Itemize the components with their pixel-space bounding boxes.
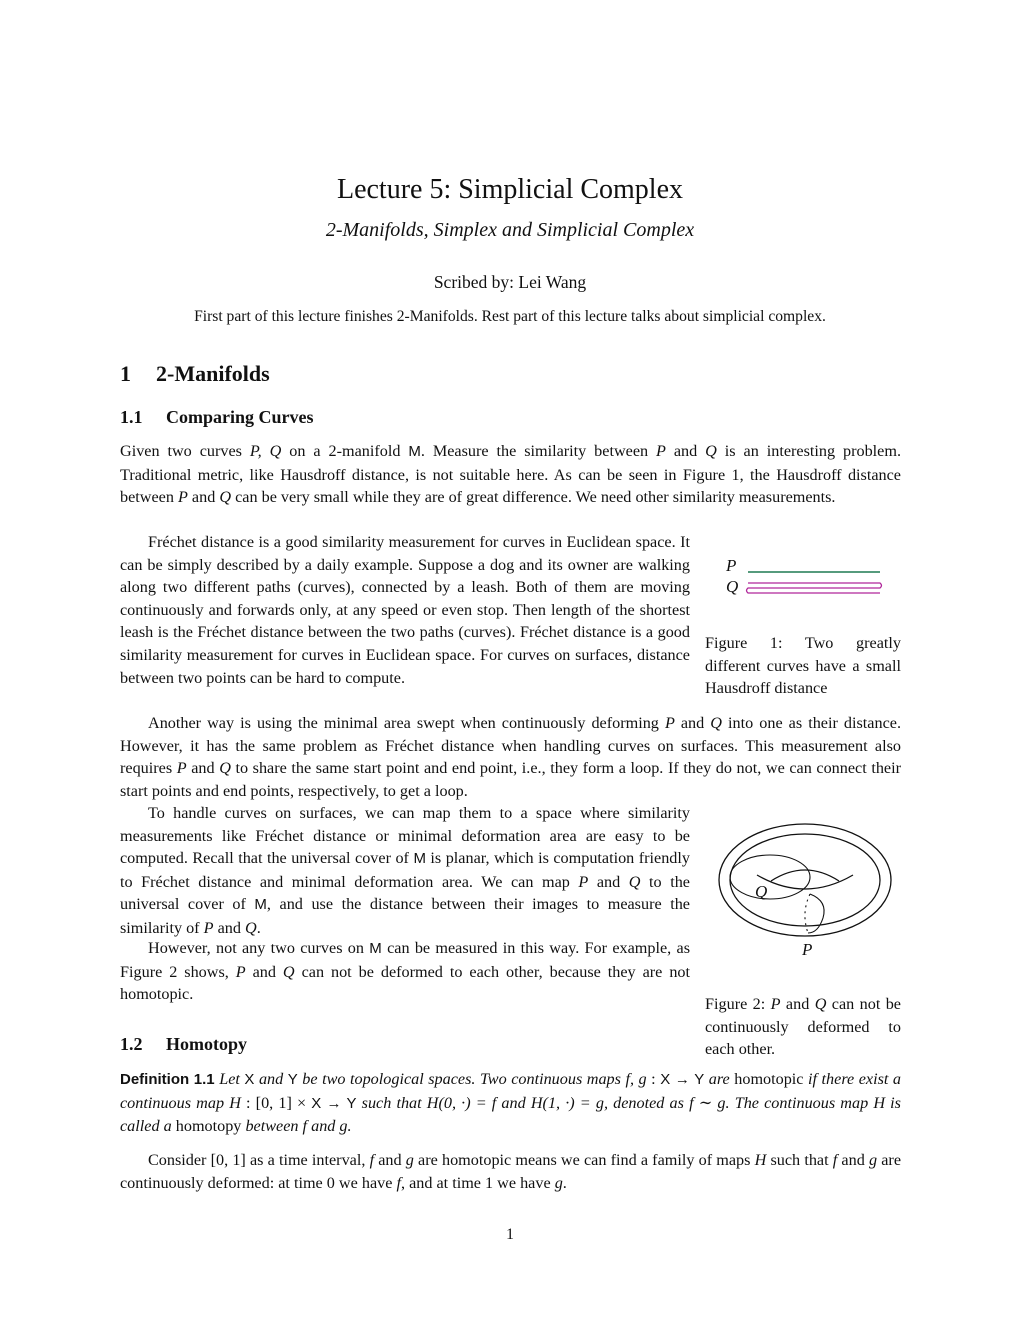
paragraph-minimal-area: Another way is using the minimal area swept when continuously deforming P and Q into one as their distance. However, it has the same problem as Fréchet distance when handling curves on surfaces. This measurement also requires P and Q to share the same start point and end point, i.e., they form a loop. If they do not, we can connect their start points and end points, respectively, to get a loop. bbox=[120, 714, 902, 800]
scribe-line: Scribed by: Lei Wang bbox=[433, 272, 587, 292]
paragraph-universal-cover: To handle curves on surfaces, we can map them to a space where similarity measurements like Fréchet distance or minimal deformation area are easy to be computed. Recall that the universal cover of M is planar, which is computation friendly to Fréchet distance and minimal deformation area. We can map P and Q to the universal cover of M, and use the distance between their images to measure the similarity of P and Q. bbox=[120, 804, 690, 937]
figure-2-label-q: Q bbox=[755, 882, 768, 901]
torus-hole-lower bbox=[757, 875, 853, 889]
page-title: Lecture 5: Simplicial Complex bbox=[336, 174, 684, 205]
page-number: 1 bbox=[506, 1226, 514, 1243]
figure-2-torus bbox=[715, 815, 895, 965]
section-heading bbox=[120, 359, 270, 389]
curve-p-front bbox=[808, 894, 824, 933]
subsection-heading-1-1 bbox=[120, 404, 314, 430]
figure-1-caption: Figure 1: Two greatly different curves have a small Hausdroff distance bbox=[705, 634, 901, 698]
subsection-heading-1-2 bbox=[120, 1031, 247, 1057]
page-subtitle: 2-Manifolds, Simplex and Simplicial Complex bbox=[325, 219, 695, 241]
curve-p-back bbox=[805, 894, 810, 933]
paragraph-frechet: Fréchet distance is a good similarity measurement for curves in Euclidean space. It can be simply described by a daily example. Suppose a dog and its owner are walking along two different paths (curves), connected by a leash. Both of them are moving continuously and forwards only, at any speed or even stop. Then length of the shortest leash is the Fréchet distance between the two paths (curves). Fréchet distance is a good similarity measurement for curves in Euclidean space. For curves on surfaces, distance between two points can be hard to compute. bbox=[120, 533, 690, 687]
section-number: 1 bbox=[120, 361, 131, 386]
subsection-title: Comparing Curves bbox=[166, 407, 314, 427]
section-title: 2-Manifolds bbox=[156, 361, 270, 386]
subsection-number: 1.1 bbox=[120, 407, 143, 427]
definition-1-1: Definition 1.1 Let X and Y be two topological spaces. Two continuous maps f, g : X → Y are homotopic if there exist a continuous map H : [0, 1] × X → Y such that H(0, ·) = f and H(1, ·) = g, denoted as f ∼ g. The continuous map H is called a homotopy between f and g. bbox=[120, 1070, 902, 1136]
subsection-number: 1.2 bbox=[120, 1034, 143, 1054]
curve-q bbox=[747, 583, 882, 593]
figure-2-caption: Figure 2: P and Q can not be continuously deformed to each other. bbox=[705, 995, 901, 1059]
subsection-title: Homotopy bbox=[166, 1034, 247, 1054]
definition-label: Definition 1.1 bbox=[120, 1071, 215, 1088]
paragraph-not-homotopic: However, not any two curves on M can be measured in this way. For example, as Figure 2 shows, P and Q can not be deformed to each other, because they are not homotopic. bbox=[120, 939, 691, 1004]
paragraph-comparing-intro: Given two curves P, Q on a 2-manifold M. Measure the similarity between P and Q is an interesting problem. Traditional metric, like Hausdroff distance, is not suitable here. As can be seen in Figure 1, the Hausdroff distance between P and Q can be very small while they are of great difference. We need other similarity measurements. bbox=[120, 442, 901, 507]
figure-1-label-q: Q bbox=[726, 577, 739, 596]
figure-1-label-p: P bbox=[726, 556, 737, 575]
curve-q-loop bbox=[730, 855, 810, 899]
figure-2-label-p: P bbox=[802, 940, 813, 959]
abstract: First part of this lecture finishes 2-Manifolds. Rest part of this lecture talks about simplicial complex. bbox=[194, 308, 826, 325]
paragraph-time-interval: Consider [0, 1] as a time interval, f and g are homotopic means we can find a family of maps H such that f and g are continuously deformed: at time 0 we have f, and at time 1 we have g. bbox=[120, 1151, 902, 1192]
torus-hole-upper bbox=[771, 870, 839, 881]
figure-1-curves bbox=[715, 552, 895, 602]
